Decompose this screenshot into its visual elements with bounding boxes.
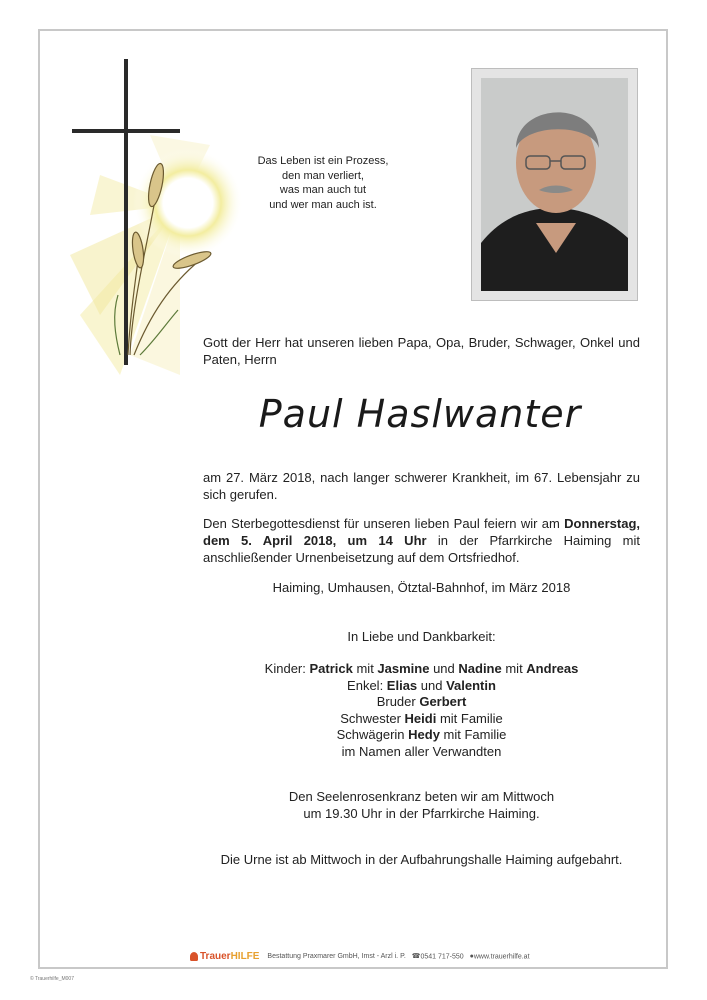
motto-line: was man auch tut	[279, 184, 367, 196]
footer-phone: 0541 717-550	[420, 953, 464, 961]
web-icon: ●	[469, 953, 474, 961]
motto-line: und wer man auch ist.	[269, 198, 377, 211]
family-line-children: Kinder: Patrick mit Jasmine und Nadine mit Andreas	[264, 661, 579, 676]
portrait-image	[481, 78, 628, 291]
family-line-grandchildren: Enkel: Elias und Valentin	[347, 677, 496, 693]
footer-company: Bestattung Praxmarer GmbH, Imst - Arzl i. P.	[267, 953, 406, 961]
footer-web[interactable]: www.trauerhilfe.at	[473, 953, 530, 961]
service-text: Den Sterbegottesdienst für unseren lieben Paul feiern wir am	[203, 516, 565, 531]
rosary-info	[203, 789, 640, 822]
deceased-name: Paul Haslwanter	[258, 392, 582, 436]
motto-quote	[238, 154, 408, 212]
family-line-relatives: im Namen aller Verwandten	[341, 743, 502, 759]
portrait-frame	[471, 68, 638, 301]
motto-line: den man verliert,	[282, 169, 364, 182]
copyright: © Trauerhilfe_M007	[30, 976, 74, 982]
flame-icon	[190, 952, 198, 961]
family-line-sister: Schwester Heidi mit Familie	[340, 710, 503, 726]
gratitude-line: In Liebe und Dankbarkeit:	[347, 629, 496, 644]
service-text: in der Pfarrkirche Haiming mit anschließender Urnenbeisetzung auf dem Ortsfriedhof.	[203, 533, 640, 565]
family-line-sister-in-law: Schwägerin Hedy mit Familie	[336, 727, 507, 742]
trauerhilfe-logo[interactable]: TrauerHILFE	[190, 951, 259, 962]
rosary-line: um 19.30 Uhr in der Pfarrkirche Haiming.	[303, 805, 540, 821]
death-notice: am 27. März 2018, nach langer schwerer Krankheit, im 67. Lebensjahr zu sich gerufen.	[203, 470, 640, 502]
family-list	[203, 661, 640, 760]
rosary-line: Den Seelenrosenkranz beten wir am Mittwoch	[288, 789, 555, 804]
service-info	[203, 515, 640, 566]
portrait-photo	[481, 78, 628, 291]
intro-text: Gott der Herr hat unseren lieben Papa, Opa, Bruder, Schwager, Onkel und Paten, Herrn	[203, 335, 640, 367]
place-date: Haiming, Umhausen, Ötztal-Bahnhof, im März 2018	[272, 580, 571, 595]
motto-line: Das Leben ist ein Prozess,	[257, 155, 389, 167]
footer	[190, 951, 570, 963]
family-line-brother: Bruder Gerbert	[376, 694, 467, 709]
phone-icon: ☎	[411, 953, 421, 961]
service-date: Donnerstag, dem 5. April 2018, um 14 Uhr	[203, 516, 640, 548]
urn-info: Die Urne ist ab Mittwoch in der Aufbahrungshalle Haiming aufgebahrt.	[220, 852, 623, 867]
